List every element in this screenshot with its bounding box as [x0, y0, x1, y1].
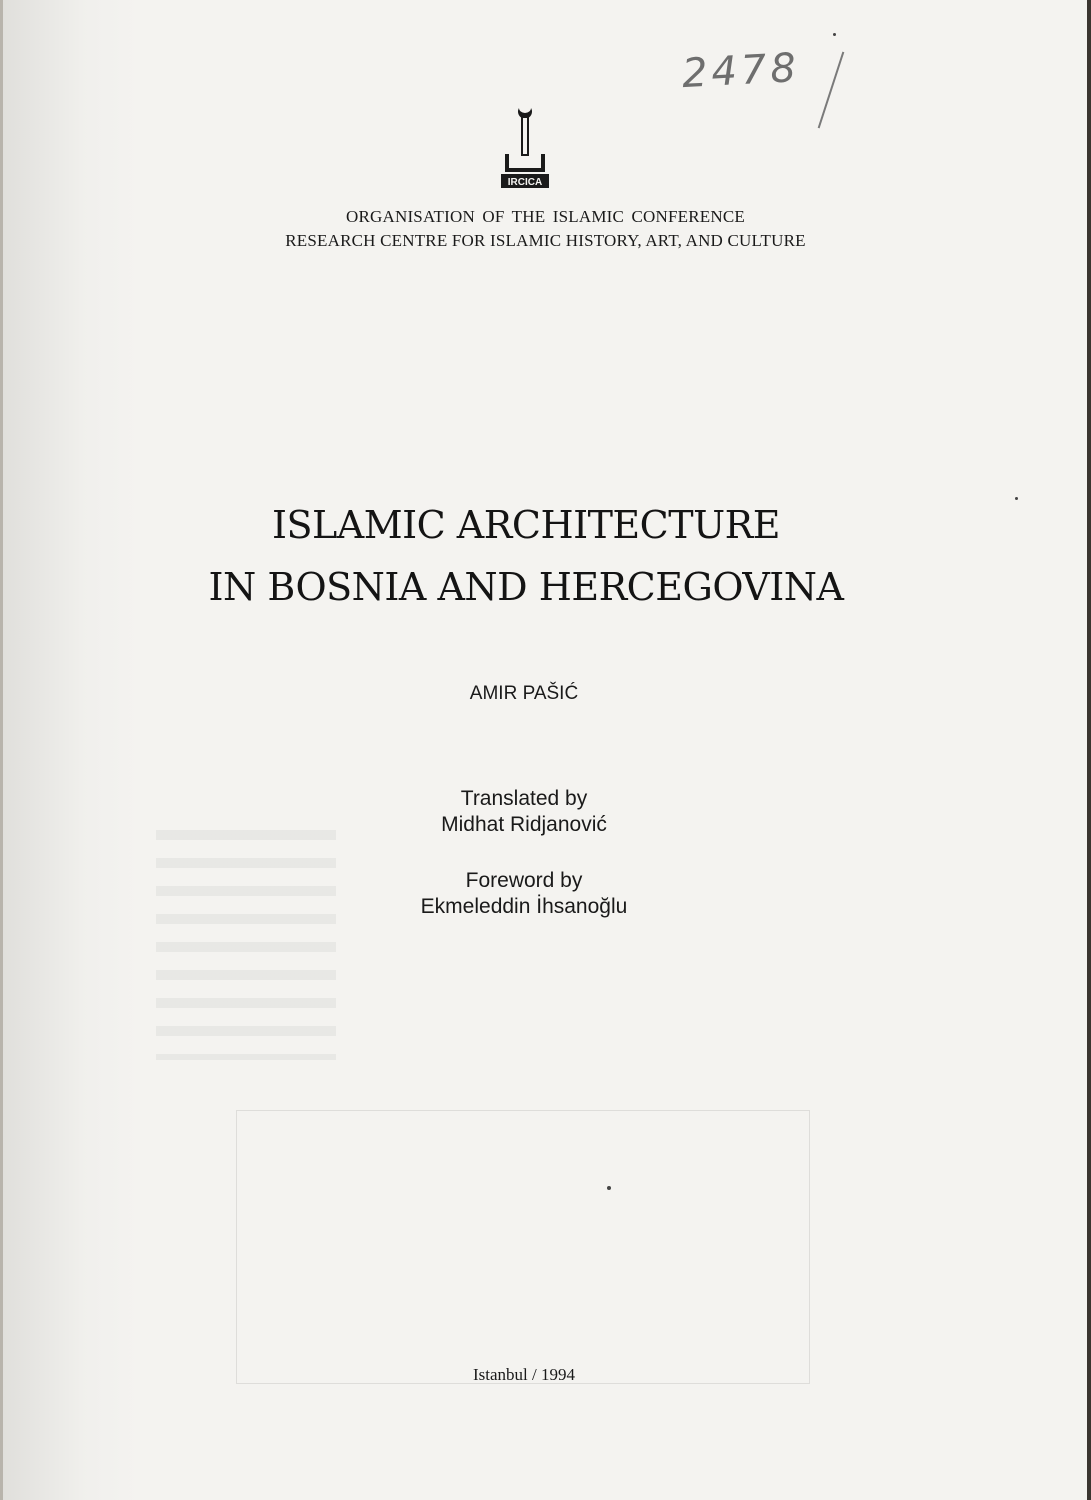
paper-speck: [833, 33, 836, 36]
publication-place-year: Istanbul / 1994: [473, 1365, 575, 1384]
translator-name: Midhat Ridjanović: [441, 813, 607, 836]
handwritten-number: 2478: [680, 44, 801, 98]
author-name: AMIR PAŠIĆ: [469, 683, 579, 704]
organisation-line-2: RESEARCH CENTRE FOR ISLAMIC HISTORY, ART, AND CULTURE: [285, 231, 806, 250]
logo-text: IRCICA: [507, 177, 543, 188]
organisation-line-1: ORGANISATION OF THE ISLAMIC CONFERENCE: [346, 207, 745, 226]
handwritten-slash: [818, 52, 845, 129]
paper-speck: [1015, 497, 1018, 500]
ircica-logo: [495, 104, 555, 190]
translated-by-label: Translated by: [460, 787, 588, 810]
foreword-author-name: Ekmeleddin İhsanoğlu: [420, 895, 628, 918]
book-title-line-1: ISLAMIC ARCHITECTURE: [272, 503, 780, 547]
show-through-box: [236, 1110, 810, 1384]
show-through-text: [156, 830, 336, 1060]
foreword-by-label: Foreword by: [465, 869, 583, 892]
book-title-line-2: IN BOSNIA AND HERCEGOVINA: [208, 565, 844, 609]
paper-speck: [607, 1186, 611, 1190]
